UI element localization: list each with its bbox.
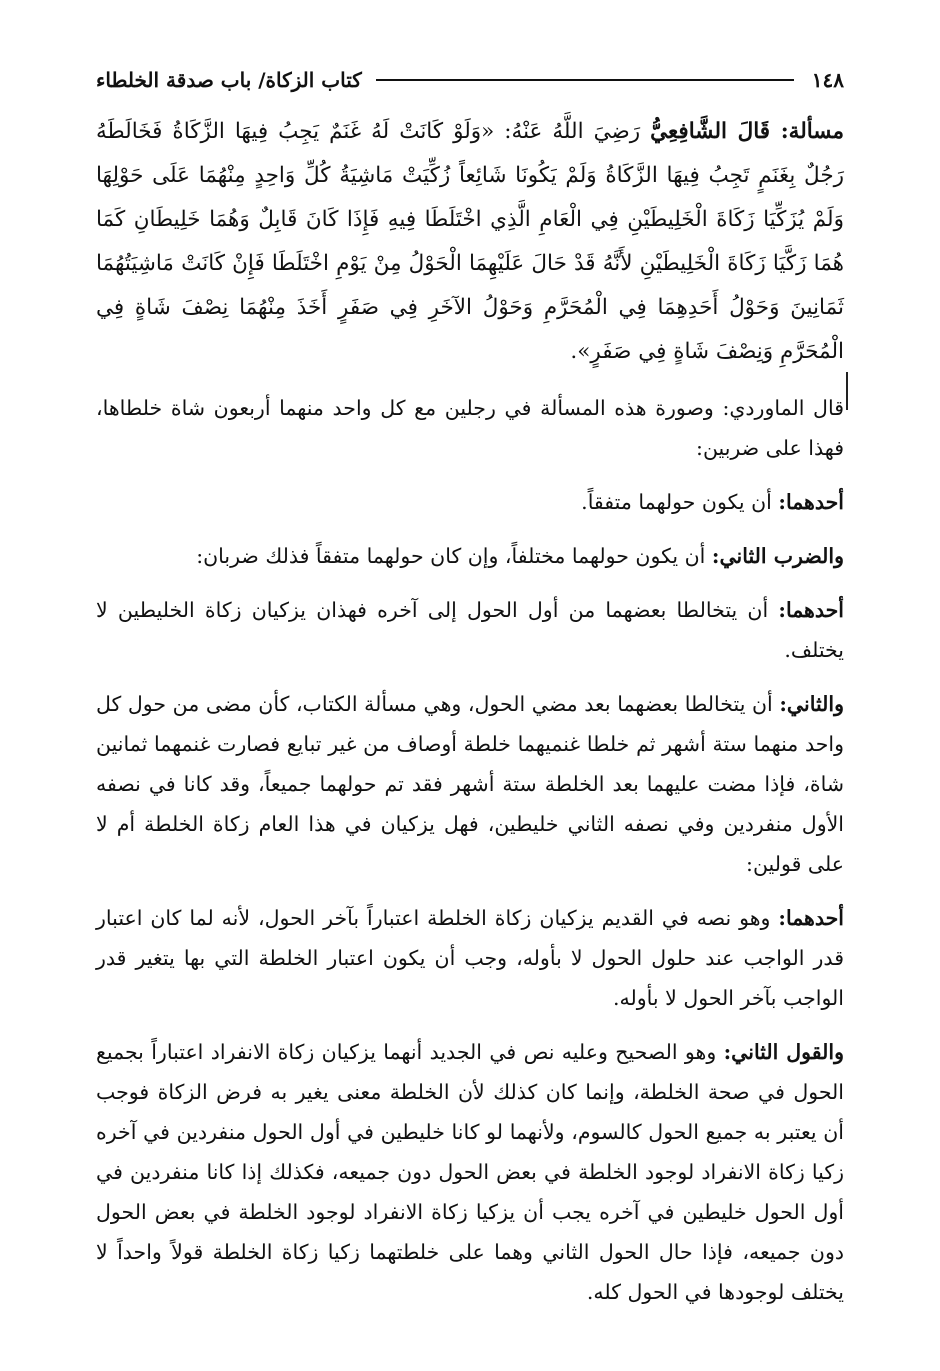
body-text <box>96 110 844 1326</box>
paragraph-text: أن يتخالطا بعضهما بعد مضي الحول، وهي مسألة الكتاب، كأن مضى من حول كل واحد منهما ستة أشهر ثم خلطا غنميهما خلطة أوصاف من غير تبايع فصارت غنمهما ثمانين شاة، فإذا مضت عليهما بعد الخلطة ستة أشهر فقد تم حولهما جميعاً، وقد كانا في نصفه الأول منفردين وفي نصفه الثاني خليطين، فهل يزكيان في هذا العام زكاة الخلطة أم لا على قولين: <box>96 692 844 876</box>
paragraph-second-case <box>96 684 844 884</box>
paragraph-lead: والثاني: <box>779 692 844 716</box>
paragraph-first-type <box>96 482 844 522</box>
paragraph-first-case <box>96 590 844 670</box>
paragraph-masala <box>96 110 844 374</box>
paragraph-lead: أحدهما: <box>778 598 844 622</box>
paragraph-text: وهو الصحيح وعليه نص في الجديد أنهما يزكيان زكاة الانفراد اعتباراً بجميع الحول في صحة الخلطة، وإنما كان كذلك لأن الخلطة معنى يغير به فرض الزكاة فوجب أن يعتبر به جميع الحول كالسوم، ولأنهما لو كانا خليطين في أول الحول منفردين في آخره زكيا زكاة الانفراد لوجود الخلطة في بعض الحول دون جميعه، فكذلك إذا كانا منفردين في أول الحول خليطين في آخره يجب أن يزكيا زكاة الانفراد لوجود الخلطة في بعض الحول دون جميعه، فإذا حال الحول الثاني وهما على خلطتهما زكيا زكاة الخلطة قولاً واحداً لا يختلف لوجودها في الحول كله. <box>96 1040 844 1304</box>
running-header <box>96 62 844 98</box>
paragraph-lead: أحدهما: <box>778 490 844 514</box>
paragraph-first-opinion <box>96 898 844 1018</box>
paragraph-lead: والضرب الثاني: <box>711 544 844 568</box>
margin-mark <box>846 372 848 410</box>
paragraph-lead: أحدهما: <box>778 906 844 930</box>
paragraph-mawardi <box>96 388 844 468</box>
paragraph-text: قال الماوردي: وصورة هذه المسألة في رجلين مع كل واحد منهما أربعون شاة خلطاها، فهذا على ضربين: <box>96 396 844 460</box>
paragraph-lead: مسألة: قَالَ الشَّافِعِيُّ <box>650 119 844 144</box>
chapter-title: كتاب الزكاة/ باب صدقة الخلطاء <box>96 68 362 92</box>
paragraph-text: أن يكون حولهما مختلفاً، وإن كان حولهما متفقاً فذلك ضربان: <box>196 544 712 568</box>
page-number: ١٤٨ <box>811 68 844 92</box>
paragraph-second-type <box>96 536 844 576</box>
paragraph-second-opinion <box>96 1032 844 1312</box>
paragraph-lead: والقول الثاني: <box>723 1040 844 1064</box>
paragraph-text: أن يكون حولهما متفقاً. <box>581 490 779 514</box>
paragraph-text: رَضِيَ اللَّهُ عَنْهُ: «وَلَوْ كَانَتْ لَهُ غَنَمٌ يَجِبُ فِيهَا الزَّكَاةُ فَخَالَطَهُ رَجُلٌ بِغَنَمٍ تَجِبُ فِيهَا الزَّكَاةُ وَلَمْ يَكُونَا شَائِعاً زُكِّيَتْ مَاشِيَةُ كُلِّ وَاحِدٍ مِنْهُمَا عَلَى حَوْلِهَا وَلَمْ يُزَكِّيَا زَكَاةَ الْخَلِيطَيْنِ فِي الْعَامِ الَّذِي اخْتَلَطَا فِيهِ فَإِذَا كَانَ قَابِلٌ وَهُمَا خَلِيطَانِ كَمَا هُمَا زَكَّيَا زَكَاةَ الْخَلِيطَيْنِ لأَنَّهُ قَدْ حَالَ عَلَيْهِمَا الْحَوْلُ مِنْ يَوْمِ اخْتَلَطَا فَإِنْ كَانَتْ مَاشِيَتُهُمَا ثَمَانِينَ وَحَوْلُ أَحَدِهِمَا فِي الْمُحَرَّمِ وَحَوْلُ الآخَرِ فِي صَفَرٍ أَخَذَ مِنْهُمَا نِصْفَ شَاةٍ فِي الْمُحَرَّمِ وَنِصْفَ شَاةٍ فِي صَفَرٍ». <box>96 119 844 364</box>
paragraph-text: وهو نصه في القديم يزكيان زكاة الخلطة اعتباراً بآخر الحول، لأنه لما كان اعتبار قدر الواجب عند حلول الحول لا بأوله، وجب أن يكون اعتبار الخلطة التي بها يتغير قدر الواجب بآخر الحول لا بأوله. <box>96 906 844 1010</box>
header-rule <box>376 79 794 81</box>
paragraph-text: أن يتخالطا بعضهما من أول الحول إلى آخره فهذان يزكيان زكاة الخليطين لا يختلف. <box>96 598 844 662</box>
